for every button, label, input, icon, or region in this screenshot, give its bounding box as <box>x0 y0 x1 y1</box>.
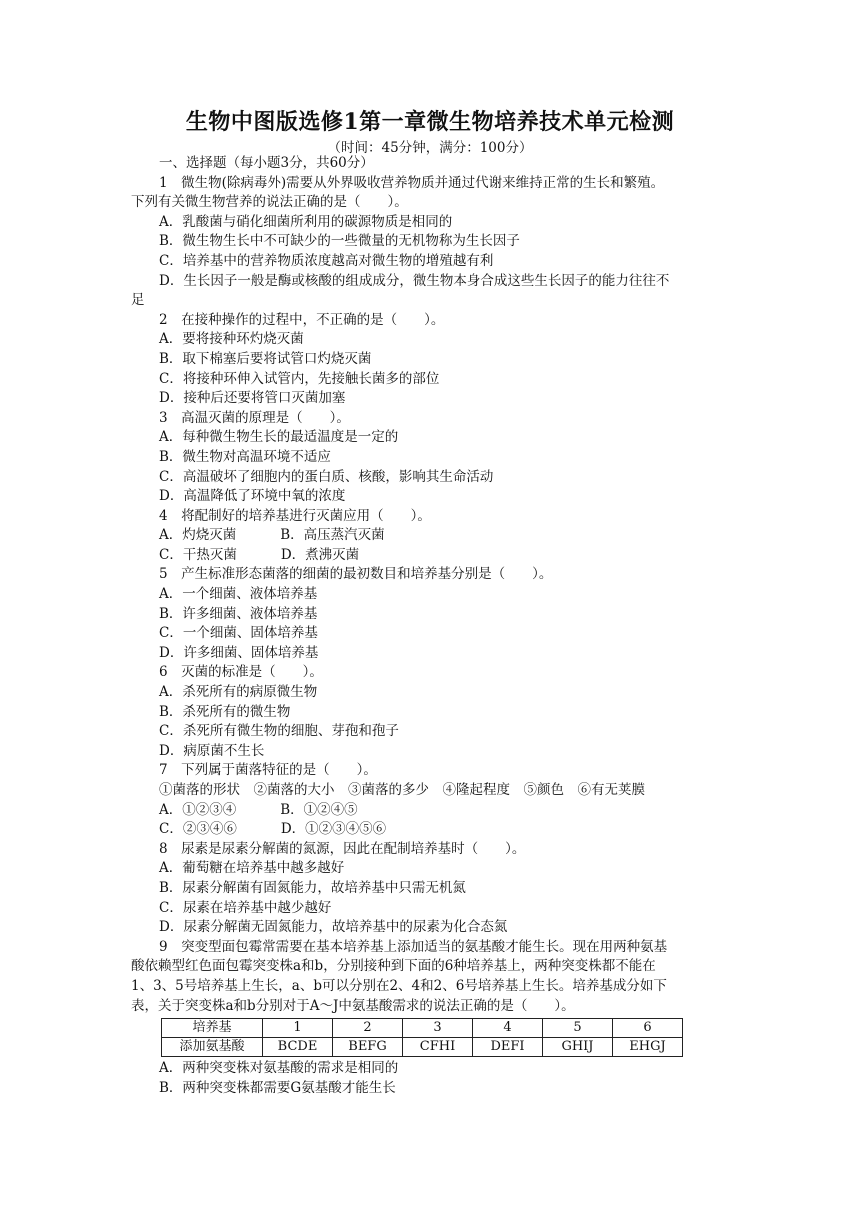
option-b: B．微生物对高温环境不适应 <box>159 448 331 465</box>
option-row <box>131 820 736 840</box>
option-a: A．要将接种环灼烧灭菌 <box>159 331 304 348</box>
question-stem: 8 尿素是尿素分解菌的氮源，因此在配制培养基时（ ）。 <box>159 840 526 857</box>
option-a: A．两种突变株对氨基酸的需求是相同的 <box>159 1060 399 1077</box>
option-c: C．一个细菌、固体培养基 <box>159 625 318 642</box>
table-cell: EHGJ <box>613 1038 683 1057</box>
question-9 <box>131 938 736 1099</box>
option-d-continued: 足 <box>131 292 145 309</box>
exam-info: （时间：45分钟，满分：100分） <box>327 140 533 156</box>
page-title: 生物中图版选修1第一章微生物培养技术单元检测 <box>185 109 675 135</box>
table-cell: DEFI <box>473 1038 543 1057</box>
question-stem: 6 灭菌的标准是（ ）。 <box>159 664 323 681</box>
option-c: C．将接种环伸入试管内，先接触长菌多的部位 <box>159 370 440 387</box>
table-row <box>162 1038 683 1057</box>
question-3 <box>131 409 736 507</box>
question-stem-continued: 下列有关微生物营养的说法正确的是（ ）。 <box>131 194 408 211</box>
table-header-cell: 培养基 <box>162 1019 263 1038</box>
option-b: B．尿素分解菌有固氮能力，故培养基中只需无机氮 <box>159 879 466 896</box>
option-d: D．生长因子一般是酶或核酸的组成成分，微生物本身合成这些生长因子的能力往往不 <box>159 272 670 289</box>
option-a: A．杀死所有的病原微生物 <box>159 684 318 701</box>
document-body <box>131 154 736 1098</box>
question-5 <box>131 565 736 663</box>
option-c: C．干热灭菌 <box>159 546 237 563</box>
question-6 <box>131 663 736 761</box>
table-header-cell: 添加氨基酸 <box>162 1038 263 1057</box>
table-cell: CFHI <box>403 1038 473 1057</box>
option-d: D．①②③④⑤⑥ <box>280 821 387 838</box>
option-c: C．尿素在培养基中越少越好 <box>159 899 332 916</box>
option-b: B．两种突变株都需要G氨基酸才能生长 <box>159 1079 396 1096</box>
question-stem: 7 下列属于菌落特征的是（ ）。 <box>159 762 377 779</box>
question-2 <box>131 311 736 409</box>
section-heading: 一、选择题（每小题3分，共60分） <box>159 155 374 171</box>
table-cell: BEFG <box>333 1038 403 1057</box>
table-cell: 1 <box>263 1019 333 1038</box>
question-stem: 5 产生标准形态菌落的细菌的最初数目和培养基分别是（ ）。 <box>159 566 553 583</box>
table-row <box>162 1019 683 1038</box>
table-cell: 5 <box>543 1019 613 1038</box>
option-c: C．②③④⑥ <box>159 821 237 838</box>
option-a: A．①②③④ <box>159 801 237 818</box>
table-cell: 3 <box>403 1019 473 1038</box>
amino-acid-table <box>161 1018 683 1057</box>
option-row <box>131 546 736 566</box>
table-cell: 2 <box>333 1019 403 1038</box>
table-cell: GHIJ <box>543 1038 613 1057</box>
option-b: B．微生物生长中不可缺少的一些微量的无机物称为生长因子 <box>159 233 520 250</box>
option-a: A．每种微生物生长的最适温度是一定的 <box>159 429 399 446</box>
option-d: D．煮沸灭菌 <box>280 546 360 563</box>
option-d: D．许多细菌、固体培养基 <box>159 644 319 661</box>
option-b: B．高压蒸汽灭菌 <box>280 527 385 544</box>
option-d: D．高温降低了环境中氧的浓度 <box>159 488 346 505</box>
option-c: C．杀死所有微生物的细胞、芽孢和孢子 <box>159 723 399 740</box>
option-c: C．培养基中的营养物质浓度越高对微生物的增殖越有利 <box>159 252 494 269</box>
option-a: A．灼烧灭菌 <box>159 527 237 544</box>
option-b: B．取下棉塞后要将试管口灼烧灭菌 <box>159 350 372 367</box>
question-stem: 3 高温灭菌的原理是（ ）。 <box>159 409 350 426</box>
option-b: B．杀死所有的微生物 <box>159 703 291 720</box>
question-stem: 9 突变型面包霉常需要在基本培养基上添加适当的氨基酸才能生长。现在用两种氨基 <box>159 938 668 955</box>
table-cell: 6 <box>613 1019 683 1038</box>
question-stem-continued: 表，关于突变株a和b分别对于A～J中氨基酸需求的说法正确的是（ ）。 <box>131 997 575 1014</box>
option-a: A．乳酸菌与硝化细菌所利用的碳源物质是相同的 <box>159 213 453 230</box>
option-row <box>131 526 736 546</box>
question-stem: 1 微生物(除病毒外)需要从外界吸收营养物质并通过代谢来维持正常的生长和繁殖。 <box>159 174 665 191</box>
option-d: D．病原菌不生长 <box>159 742 265 759</box>
question-stem: 2 在接种操作的过程中，不正确的是（ ）。 <box>159 311 445 328</box>
option-b: B．许多细菌、液体培养基 <box>159 605 318 622</box>
option-a: A．一个细菌、液体培养基 <box>159 586 318 603</box>
question-1 <box>131 174 736 311</box>
question-stem-continued: 酸依赖型红色面包霉突变株a和b，分别接种到下面的6种培养基上，两种突变株都不能在 <box>131 958 656 975</box>
feature-list: ①菌落的形状 ②菌落的大小 ③菌落的多少 ④隆起程度 ⑤颜色 ⑥有无荚膜 <box>159 782 645 798</box>
question-4 <box>131 507 736 566</box>
option-b: B．①②④⑤ <box>280 801 358 818</box>
question-stem: 4 将配制好的培养基进行灭菌应用（ ）。 <box>159 507 431 524</box>
option-d: D．尿素分解菌无固氮能力，故培养基中的尿素为化合态氮 <box>159 919 508 936</box>
option-a: A．葡萄糖在培养基中越多越好 <box>159 860 345 877</box>
table-cell: 4 <box>473 1019 543 1038</box>
question-8 <box>131 840 736 938</box>
question-stem-continued: 1、3、5号培养基上生长，a、b可以分别在2、4和2、6号培养基上生长。培养基成分如下 <box>131 977 667 994</box>
question-7 <box>131 761 736 839</box>
table-cell: BCDE <box>263 1038 333 1057</box>
option-d: D．接种后还要将管口灭菌加塞 <box>159 390 346 407</box>
option-c: C．高温破坏了细胞内的蛋白质、核酸，影响其生命活动 <box>159 468 494 485</box>
option-row <box>131 801 736 821</box>
